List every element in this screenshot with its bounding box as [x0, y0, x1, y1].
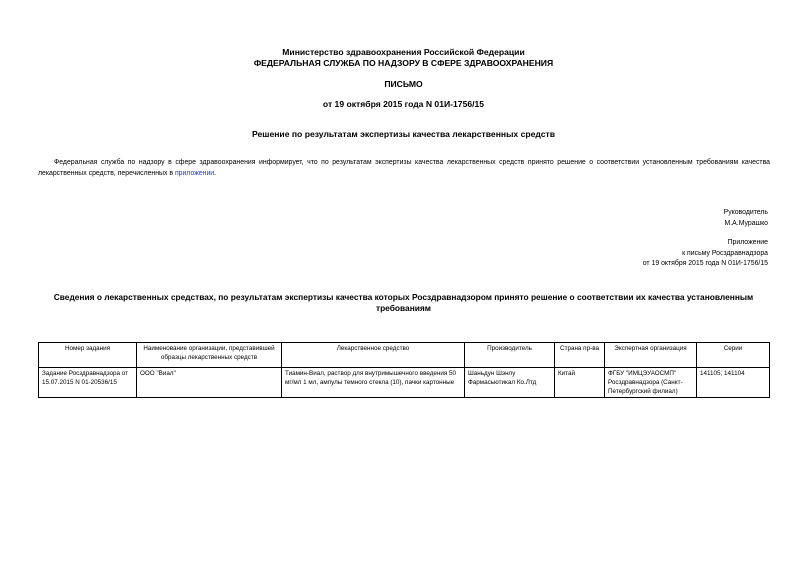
appendix-label: Приложение	[727, 239, 768, 246]
cell-expert-org: ФГБУ "ИМЦЭУАОСМП" Росздравнадзора (Санкт-Петербургский филиал)	[605, 368, 697, 398]
signature-position: Руководитель	[723, 209, 768, 216]
cell-manufacturer: Шаньдун Шэнлу Фармасьютикал Ко.Лтд	[465, 368, 555, 398]
col-header: Наименование организации, представившей образцы лекарственных средств	[137, 343, 282, 368]
cell-organization: ООО "Виал"	[137, 368, 282, 398]
appendix-link[interactable]: приложении	[174, 170, 215, 177]
section-title: Сведения о лекарственных средствах, по результатам экспертизы качества которых Росздравнадзором принято решение о соответствии их качества установленным требованиям	[53, 292, 754, 313]
body-text: Федеральная служба по надзору в сфере здравоохранения информирует, что по результатам экспертизы качества лекарственных средств принято решение о соответствии установленным требованиям качества лекарственных средств, перечисленных в	[38, 159, 770, 177]
service-name: ФЕДЕРАЛЬНАЯ СЛУЖБА ПО НАДЗОРУ В СФЕРЕ ЗДРАВООХРАНЕНИЯ	[253, 58, 554, 68]
table-header-row	[39, 343, 770, 368]
ministry-name: Министерство здравоохранения Российской Федерации	[282, 47, 525, 57]
col-header: Номер задания	[39, 343, 137, 368]
col-header: Серии	[697, 343, 770, 368]
signature-block	[724, 208, 768, 229]
appendix-to: к письму Росздравнадзора	[682, 249, 768, 257]
cell-medicine: Тиамин-Виал, раствор для внутримышечного введения 50 мг/мл 1 мл, ампулы темного стекла (10), пачки картонные	[282, 368, 465, 398]
medicines-table	[38, 342, 770, 398]
col-header: Лекарственное средство	[282, 343, 465, 368]
cell-task-number: Задание Росздравнадзора от 15.07.2015 N 01-20536/15	[39, 368, 137, 398]
table-row	[39, 368, 770, 398]
appendix-header	[643, 238, 768, 270]
col-header: Экспертная организация	[605, 343, 697, 368]
cell-country: Китай	[555, 368, 605, 398]
document-date: от 19 октября 2015 года N 01И-1756/15	[322, 99, 485, 109]
col-header: Производитель	[465, 343, 555, 368]
document-type: ПИСЬМО	[384, 79, 423, 89]
body-end: .	[214, 170, 217, 177]
col-header: Страна пр-ва	[555, 343, 605, 368]
appendix-date: от 19 октября 2015 года N 01И-1756/15	[642, 260, 768, 268]
cell-series: 141105; 141104	[697, 368, 770, 398]
signature-name: М.А.Мурашко	[724, 219, 768, 227]
body-paragraph	[38, 157, 770, 179]
document-subject: Решение по результатам экспертизы качества лекарственных средств	[251, 129, 556, 139]
